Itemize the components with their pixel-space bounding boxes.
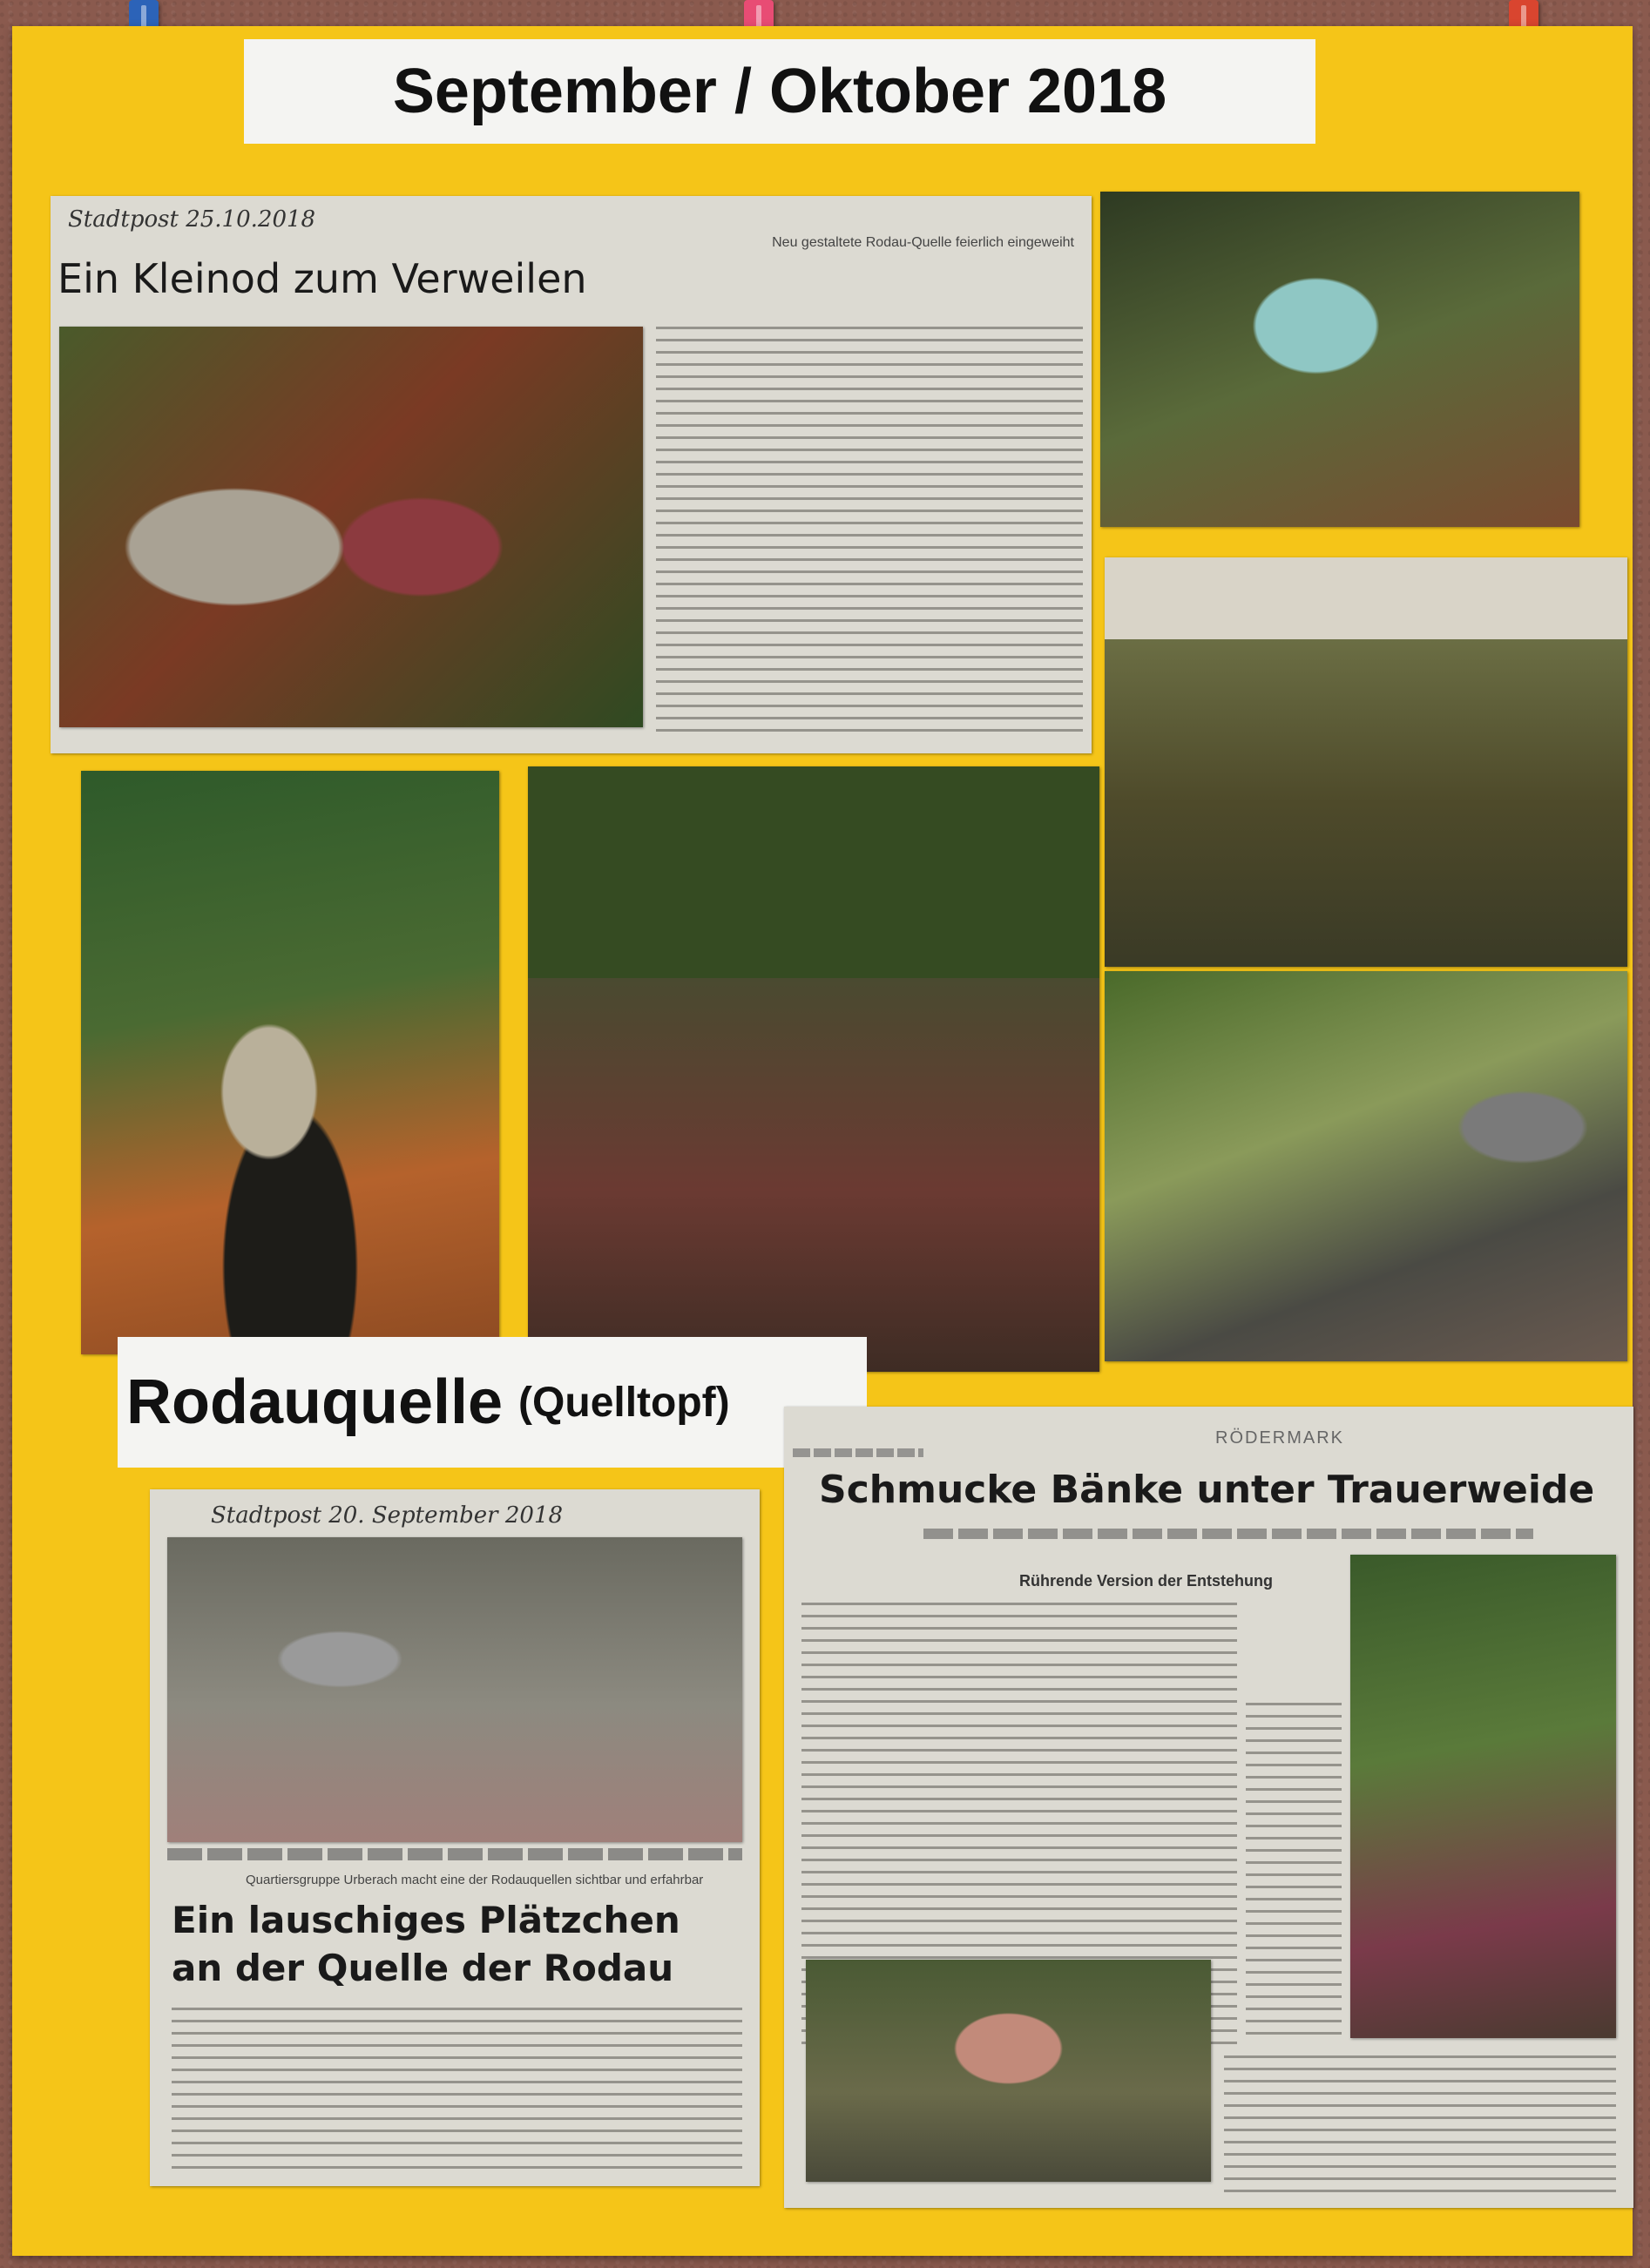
photo-garden-path <box>528 766 1099 1372</box>
article-masthead: RÖDERMARK <box>1215 1428 1345 1448</box>
article-text <box>172 2008 742 2173</box>
photo-work-group <box>1105 557 1627 967</box>
article-kicker: Quartiersgruppe Urberach macht eine der Rodauquellen sichtbar und erfahrbar <box>246 1873 704 1887</box>
photo-caption-line <box>167 1848 742 1860</box>
article-photo-right <box>1350 1555 1616 2038</box>
poster-title: September / Oktober 2018 <box>244 39 1315 144</box>
handwritten-note: Stadtpost 25.10.2018 <box>68 206 316 233</box>
article-headline: Schmucke Bänke unter Trauerweide <box>819 1468 1595 1512</box>
section-label <box>118 1337 867 1468</box>
article-deck-line <box>923 1529 1533 1539</box>
photo-stone-steps <box>1105 971 1627 1361</box>
article-clipping-1 <box>51 196 1092 753</box>
article-text-col2 <box>1246 1703 1342 2042</box>
article-text <box>656 327 1083 736</box>
article-subhead: Rührende Version der Entstehung <box>1019 1572 1274 1590</box>
photo-planting <box>81 771 499 1354</box>
article-headline: Ein Kleinod zum Verweilen <box>57 255 587 302</box>
article-clipping-2 <box>150 1489 760 2186</box>
section-main: Rodauquelle <box>126 1367 504 1437</box>
article-dateline <box>793 1448 923 1457</box>
article-clipping-3 <box>784 1407 1633 2208</box>
article-headline-line1: Ein lauschiges Plätzchen <box>172 1899 680 1941</box>
article-text-col3 <box>1224 2055 1616 2195</box>
article-kicker: Neu gestaltete Rodau-Quelle feierlich eingeweiht <box>772 235 1074 250</box>
article-photo <box>59 327 643 727</box>
section-sub: (Quelltopf) <box>518 1379 730 1426</box>
article-photo-bottom <box>806 1960 1211 2182</box>
handwritten-note: Stadtpost 20. September 2018 <box>211 1502 564 1529</box>
photo-watering <box>1100 192 1579 527</box>
article-headline-line2: an der Quelle der Rodau <box>172 1947 674 1989</box>
article-photo <box>167 1537 742 1842</box>
